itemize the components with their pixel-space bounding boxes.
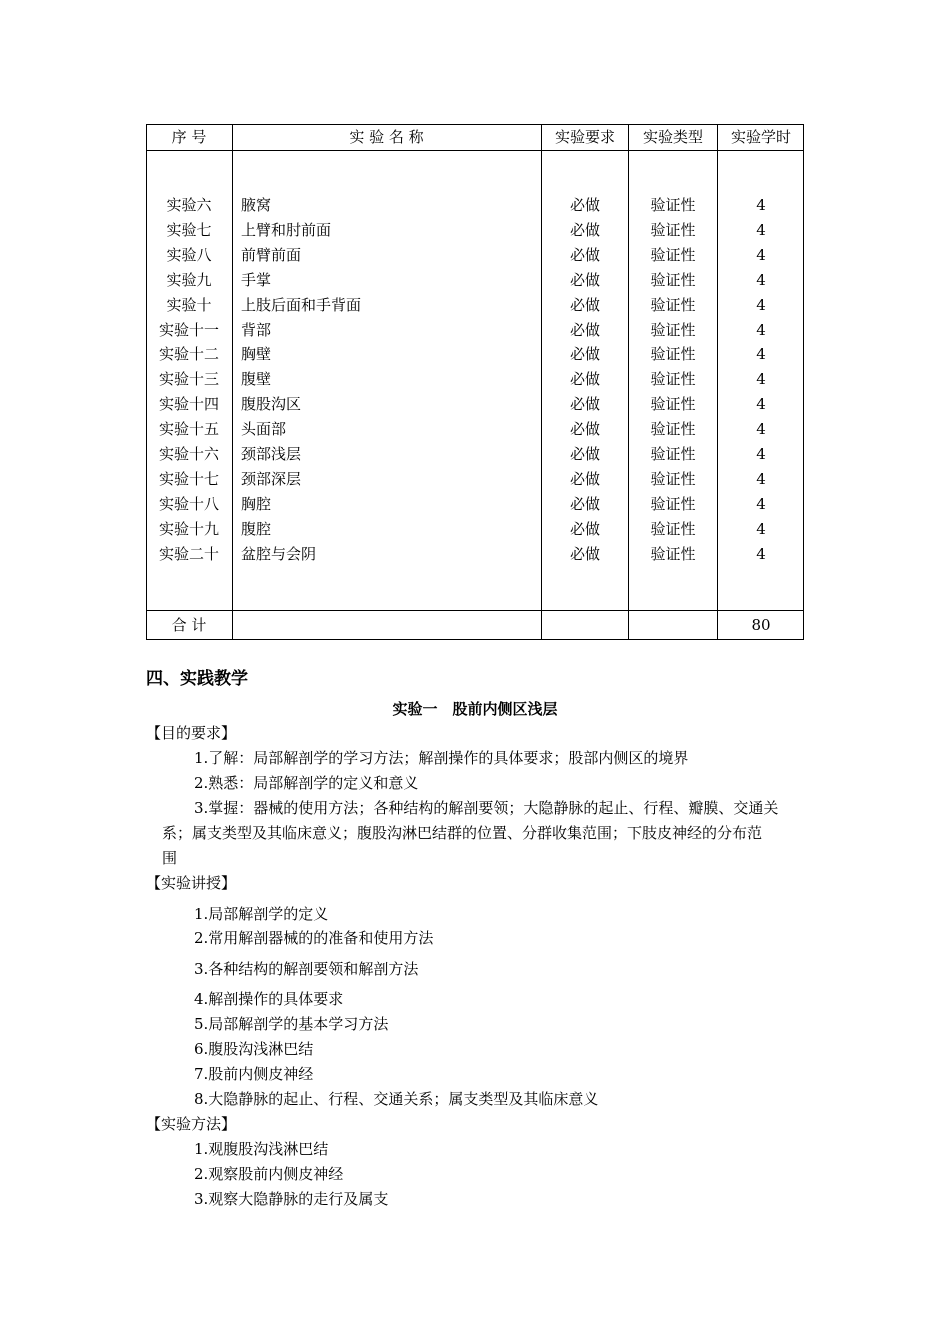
table-cell-req: 必做 [569,544,600,563]
table-cell-seq: 实验十一 [158,320,219,339]
table-cell-type: 验证性 [650,494,696,513]
table-cell-name: 腹腔 [241,519,272,538]
lecture-item: 4.解剖操作的具体要求 [194,990,344,1008]
table-cell-seq: 实验十八 [158,494,219,513]
table-cell-type: 验证性 [650,270,696,289]
table-cell-hours: 4 [756,295,766,314]
table-cell-hours: 4 [756,469,766,488]
table-cell-req: 必做 [569,270,600,289]
table-cell-name: 手掌 [241,270,272,289]
goal-item-continued: 围 [162,849,178,867]
table-cell-type: 验证性 [650,320,696,339]
table-cell-hours: 4 [756,320,766,339]
method-item: 1.观腹股沟浅淋巴结 [194,1140,329,1158]
table-cell-req: 必做 [569,295,600,314]
goal-item-continued: 系；属支类型及其临床意义；腹股沟淋巴结群的位置、分群收集范围；下肢皮神经的分布范 [162,824,763,842]
table-cell-name: 背部 [241,320,272,339]
table-col-divider [232,124,233,640]
table-cell-type: 验证性 [650,345,696,364]
table-cell-hours: 4 [756,345,766,364]
table-cell-seq: 实验十七 [158,469,219,488]
lecture-item: 1.局部解剖学的定义 [194,905,329,923]
table-cell-seq: 实验十九 [158,519,219,538]
table-cell-hours: 4 [756,196,766,214]
table-cell-req: 必做 [569,220,600,239]
table-cell-hours: 4 [756,420,766,439]
total-label: 合 计 [171,616,207,634]
lecture-label: 【实验讲授】 [146,874,237,892]
table-cell-seq: 实验二十 [158,544,219,563]
table-cell-hours: 4 [756,544,766,563]
table-cell-req: 必做 [569,519,600,538]
table-cell-hours: 4 [756,494,766,513]
table-cell-seq: 实验九 [166,270,212,289]
table-cell-type: 验证性 [650,420,696,439]
method-item: 2.观察股前内侧皮神经 [194,1165,344,1183]
table-total-divider [146,610,804,611]
table-cell-req: 必做 [569,420,600,439]
table-cell-type: 验证性 [650,544,696,563]
header-name: 实 验 名 称 [349,128,424,146]
table-cell-seq: 实验七 [166,220,212,239]
lecture-item: 5.局部解剖学的基本学习方法 [194,1015,389,1033]
lecture-item: 8.大隐静脉的起止、行程、交通关系；属支类型及其临床意义 [194,1090,599,1108]
table-cell-name: 腹股沟区 [241,395,302,414]
section-heading: 四、实践教学 [146,669,248,689]
header-type: 实验类型 [642,128,703,146]
table-cell-req: 必做 [569,370,600,389]
table-cell-req: 必做 [569,494,600,513]
header-req: 实验要求 [554,128,615,146]
table-cell-seq: 实验十 [166,295,212,314]
table-bottom-border [146,639,804,640]
table-cell-req: 必做 [569,196,600,214]
goal-item: 1.了解：局部解剖学的学习方法；解剖操作的具体要求；股部内侧区的境界 [194,749,689,767]
table-cell-req: 必做 [569,320,600,339]
table-cell-name: 腹壁 [241,370,272,389]
table-cell-type: 验证性 [650,295,696,314]
table-cell-seq: 实验十五 [158,420,219,439]
header-hours: 实验学时 [730,128,791,146]
table-cell-name: 胸壁 [241,345,272,364]
table-cell-seq: 实验六 [166,196,212,214]
table-cell-hours: 4 [756,370,766,389]
table-cell-hours: 4 [756,445,766,463]
method-item: 3.观察大隐静脉的走行及属支 [194,1190,389,1208]
table-cell-req: 必做 [569,395,600,414]
goal-item: 3.掌握：器械的使用方法；各种结构的解剖要领；大隐静脉的起止、行程、瓣膜、交通关 [194,799,779,817]
lecture-item: 2.常用解剖器械的的准备和使用方法 [194,929,434,947]
table-cell-req: 必做 [569,469,600,488]
total-hours: 80 [751,616,771,634]
table-cell-name: 颈部深层 [241,469,302,488]
table-cell-type: 验证性 [650,445,696,463]
table-cell-hours: 4 [756,270,766,289]
table-cell-type: 验证性 [650,519,696,538]
lecture-item: 6.腹股沟浅淋巴结 [194,1040,314,1058]
table-cell-name: 腋窝 [241,196,272,214]
table-cell-seq: 实验八 [166,245,212,264]
goals-label: 【目的要求】 [146,724,237,742]
table-cell-hours: 4 [756,519,766,538]
table-cell-name: 上臂和肘前面 [241,220,332,239]
table-cell-name: 头面部 [241,420,287,439]
table-cell-name: 前臂前面 [241,245,302,264]
table-cell-seq: 实验十六 [158,445,219,463]
table-cell-seq: 实验十二 [158,345,219,364]
methods-label: 【实验方法】 [146,1115,237,1133]
table-cell-hours: 4 [756,220,766,239]
header-seq: 序 号 [171,128,207,146]
experiment-table [146,124,804,640]
table-cell-type: 验证性 [650,220,696,239]
experiment-title: 实验一 股前内侧区浅层 [392,700,558,718]
goal-item: 2.熟悉：局部解剖学的定义和意义 [194,774,419,792]
table-cell-req: 必做 [569,245,600,264]
table-cell-seq: 实验十三 [158,370,219,389]
table-cell-req: 必做 [569,345,600,364]
table-cell-name: 盆腔与会阴 [241,544,317,563]
table-cell-type: 验证性 [650,370,696,389]
table-cell-seq: 实验十四 [158,395,219,414]
table-cell-type: 验证性 [650,395,696,414]
table-cell-type: 验证性 [650,245,696,264]
table-cell-name: 上肢后面和手背面 [241,295,362,314]
table-cell-type: 验证性 [650,196,696,214]
table-cell-type: 验证性 [650,469,696,488]
lecture-item: 3.各种结构的解剖要领和解剖方法 [194,960,419,978]
lecture-item: 7.股前内侧皮神经 [194,1065,314,1083]
table-cell-req: 必做 [569,445,600,463]
table-header-divider [146,150,804,151]
table-cell-name: 颈部浅层 [241,445,302,463]
table-cell-hours: 4 [756,395,766,414]
table-cell-hours: 4 [756,245,766,264]
table-cell-name: 胸腔 [241,494,272,513]
